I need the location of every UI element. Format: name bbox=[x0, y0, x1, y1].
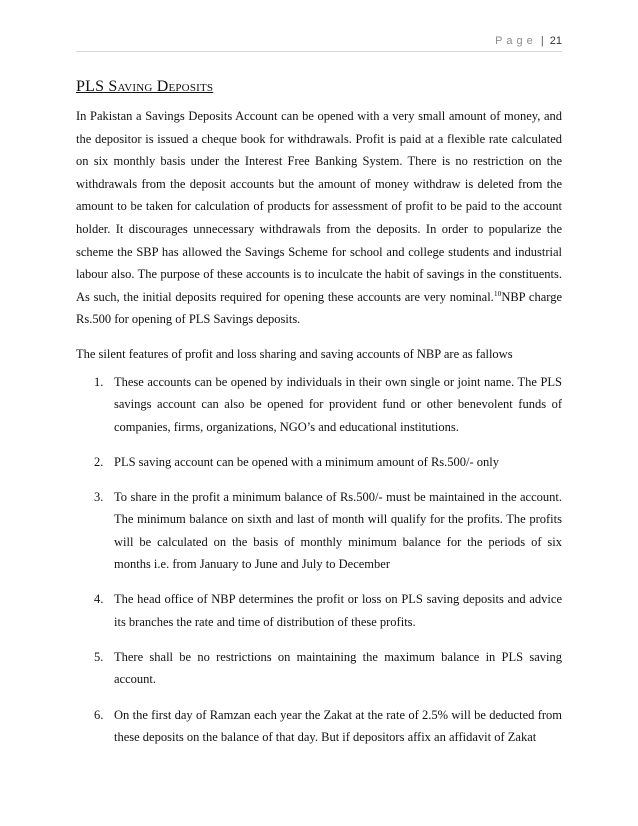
features-intro-paragraph: The silent features of profit and loss sharing and saving accounts of NBP are as fallows bbox=[76, 346, 513, 361]
intro-text: In Pakistan a Savings Deposits Account can be opened with a very small amount of money, and the depositor is issued a cheque book for withdrawals. Profit is paid at a flexible rate calculated on six monthly basis under the Interest Free Banking System. There is no restriction on the withdrawals from the deposit accounts but the amount of money withdraw is deleted from the amount to be taken for calculation of products for assessment of profit to be paid to the account holder. It discourages unnecessary withdrawals from the deposits. In order to popularize the scheme the SBP has allowed the Savings Scheme for school and college students and industrial labour also. The purpose of these accounts is to inculcate the habit of savings in the constituents. As such, the initial deposits required for opening these accounts are very nominal. bbox=[76, 109, 562, 304]
list-item-text: There shall be no restrictions on maintaining the maximum balance in PLS saving account. bbox=[114, 649, 562, 687]
footnote-reference: 10 bbox=[493, 288, 502, 298]
list-item bbox=[76, 486, 562, 575]
page-label: Page bbox=[495, 35, 537, 47]
list-item-text: PLS saving account can be opened with a minimum amount of Rs.500/- only bbox=[114, 454, 500, 469]
list-item bbox=[76, 704, 562, 749]
list-item bbox=[76, 588, 562, 633]
list-marker: 1. bbox=[94, 374, 104, 389]
list-marker: 2. bbox=[94, 454, 104, 469]
list-item bbox=[76, 646, 562, 691]
list-marker: 5. bbox=[94, 649, 104, 664]
intro-text-continued: NBP charge Rs.500 for opening of PLS Savings deposits. bbox=[76, 289, 562, 327]
list-item bbox=[76, 371, 562, 438]
list-item-text: The head office of NBP determines the profit or loss on PLS saving deposits and advice its branches the rate and time of distribution of these profits. bbox=[114, 592, 562, 629]
page-content bbox=[76, 78, 562, 761]
list-item-text: To share in the profit a minimum balance of Rs.500/- must be maintained in the account. The minimum balance on sixth and last of month will qualify for the profits. The profits will be calculated on the basis of monthly minimum balance for the periods of six months i.e. from January to June and July to December bbox=[114, 490, 562, 572]
header-separator: | bbox=[540, 35, 544, 47]
list-marker: 6. bbox=[94, 707, 104, 722]
list-marker: 4. bbox=[94, 592, 104, 607]
list-item bbox=[76, 451, 562, 473]
section-heading: PLS Saving Deposits bbox=[76, 78, 214, 95]
page-number: 21 bbox=[549, 35, 562, 47]
intro-paragraph bbox=[76, 105, 562, 331]
header-rule bbox=[76, 51, 562, 52]
list-item-text: These accounts can be opened by individuals in their own single or joint name. The PLS savings account can also be opened for provident fund or other benevolent funds of companies, firms, organizations, NGO’s and educational institutions. bbox=[114, 374, 562, 434]
list-marker: 3. bbox=[94, 490, 104, 505]
features-list bbox=[76, 371, 562, 748]
page-header bbox=[495, 35, 562, 47]
list-item-text: On the first day of Ramzan each year the Zakat at the rate of 2.5% will be deducted from these deposits on the balance of that day. But if depositors affix an affidavit of Zakat bbox=[114, 707, 562, 744]
